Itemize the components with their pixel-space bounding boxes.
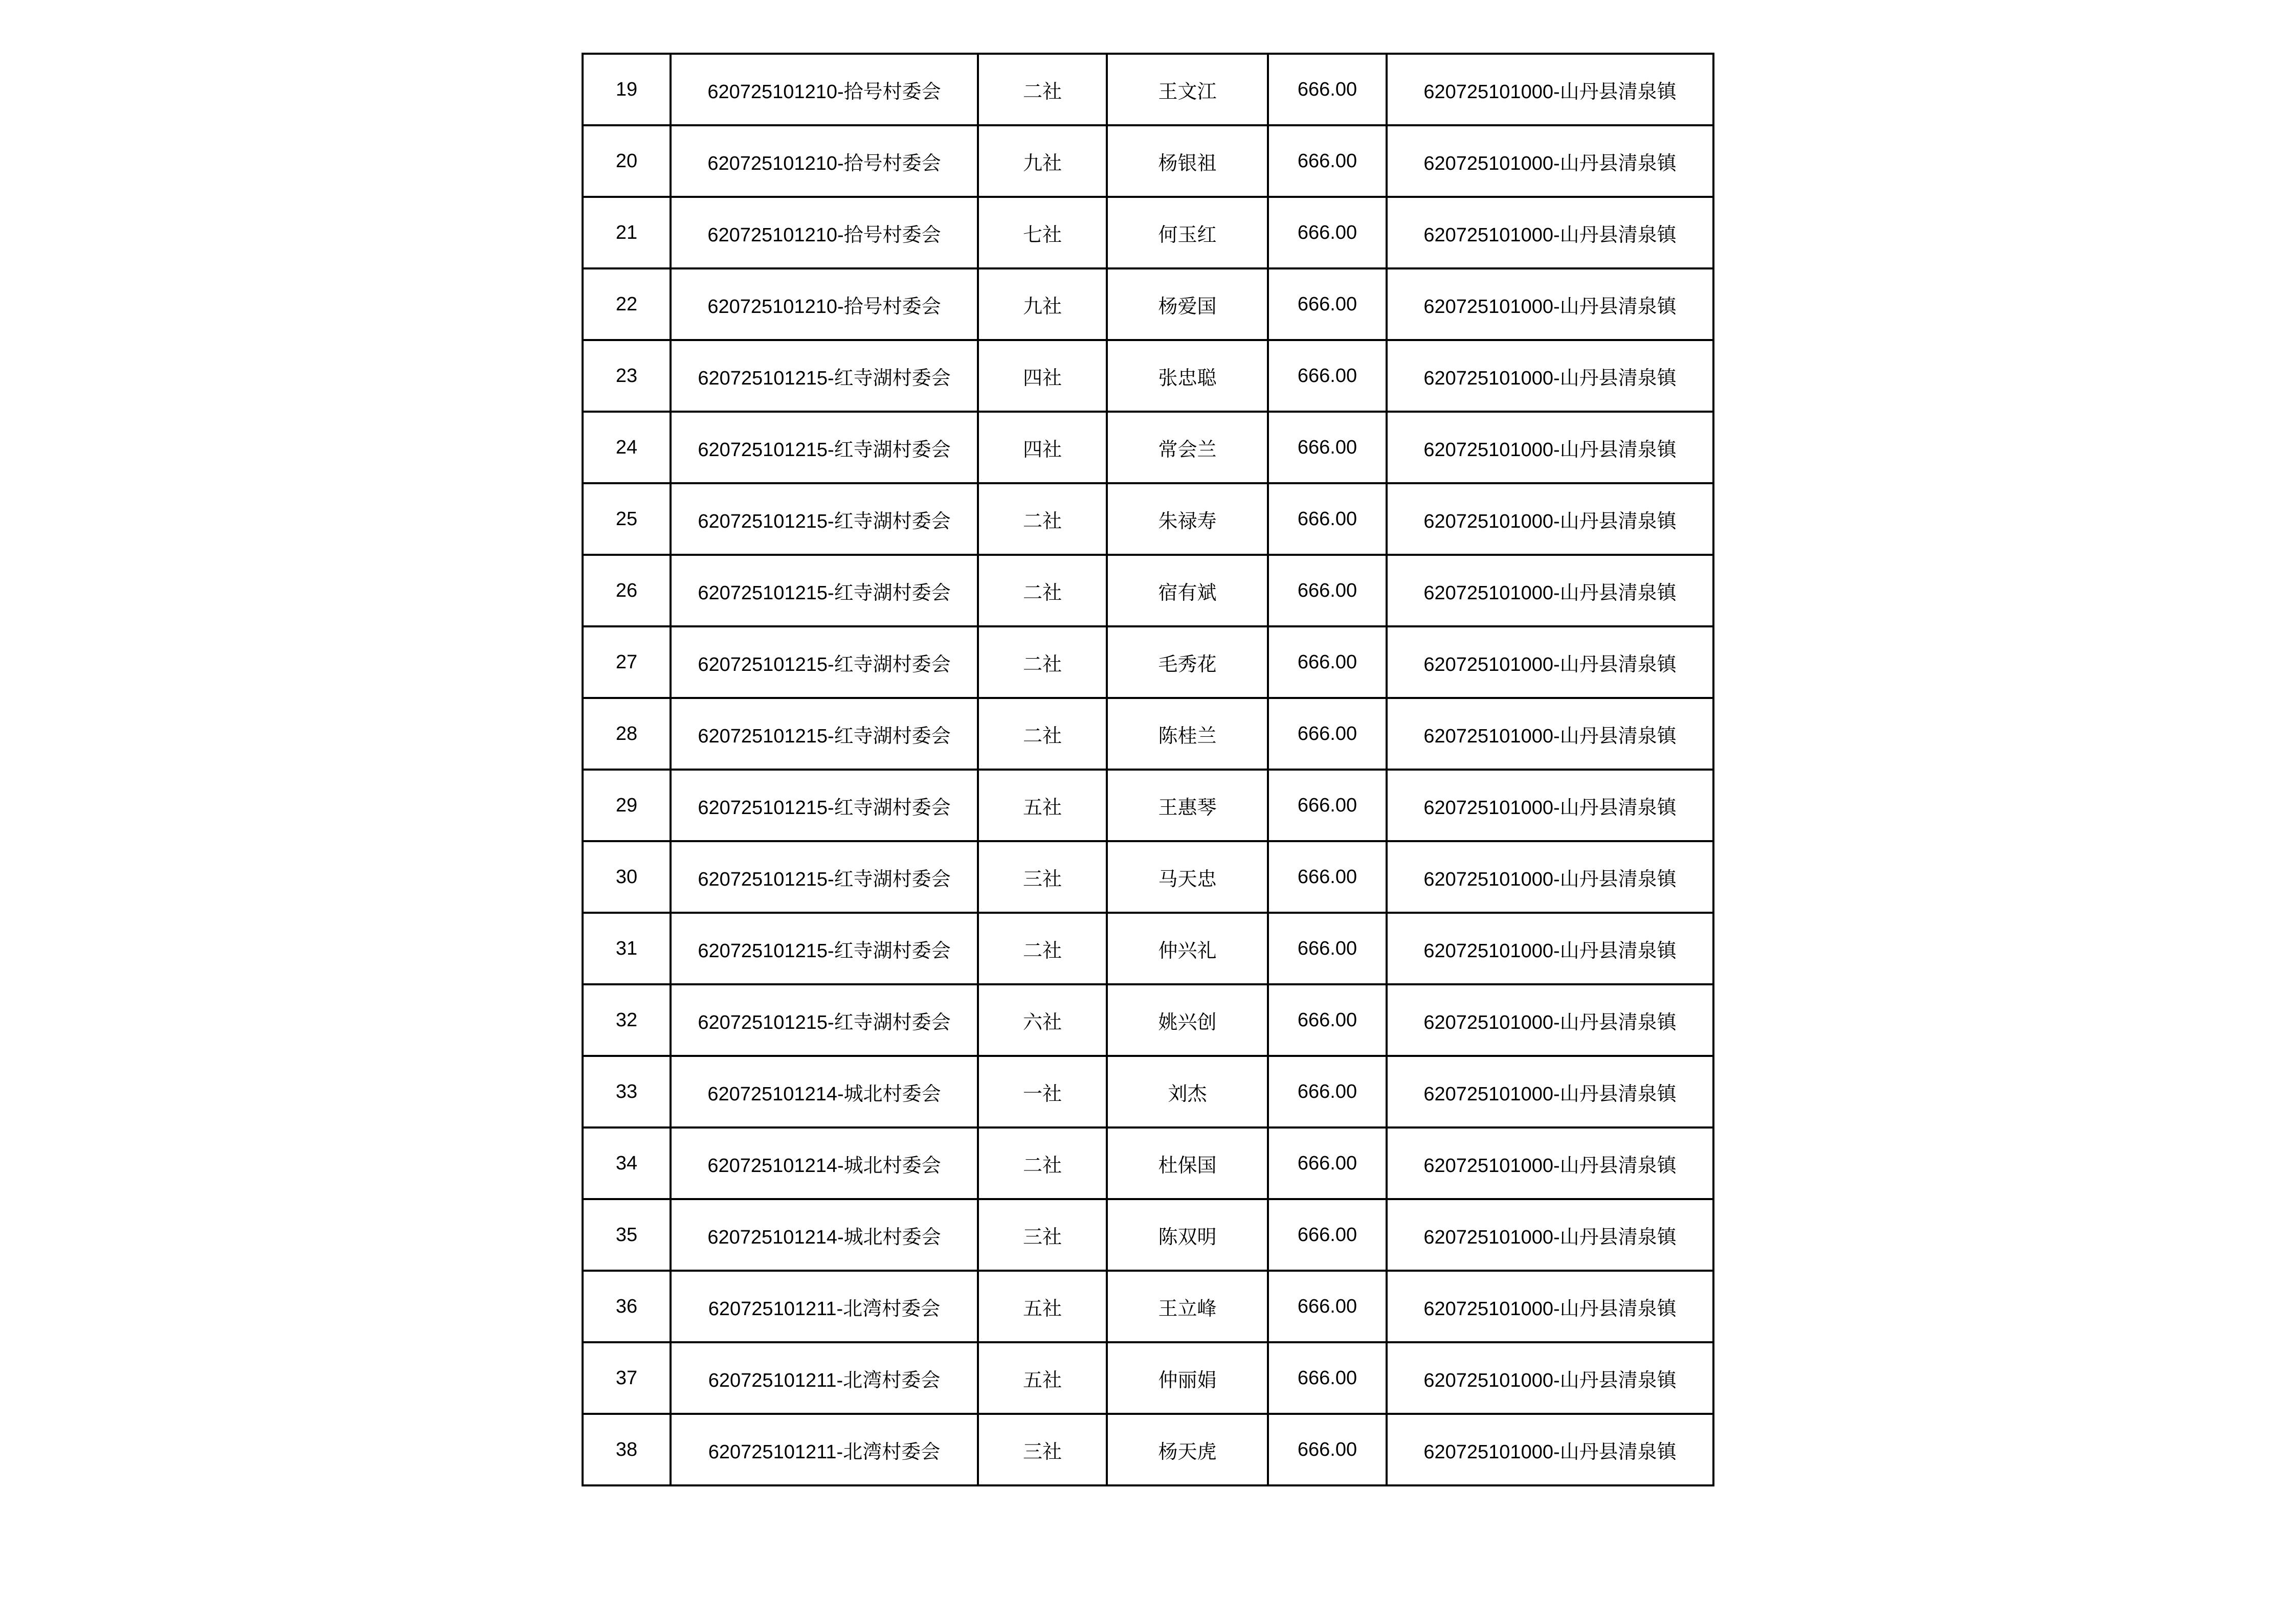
- cell-village-committee: 620725101215-红寺湖村委会: [671, 984, 978, 1056]
- cell-amount: 666.00: [1268, 483, 1387, 555]
- cell-town: 620725101000-山丹县清泉镇: [1387, 268, 1713, 340]
- cell-amount: 666.00: [1268, 125, 1387, 197]
- cell-person-name: 王文江: [1107, 54, 1268, 125]
- cell-row-number: 33: [583, 1056, 671, 1127]
- cell-village-committee: 620725101215-红寺湖村委会: [671, 340, 978, 412]
- cell-row-number: 29: [583, 770, 671, 841]
- cell-row-number: 24: [583, 412, 671, 483]
- cell-person-name: 马天忠: [1107, 841, 1268, 913]
- cell-village-committee: 620725101210-拾号村委会: [671, 125, 978, 197]
- cell-row-number: 30: [583, 841, 671, 913]
- cell-amount: 666.00: [1268, 412, 1387, 483]
- table-row: [583, 54, 1713, 125]
- cell-row-number: 35: [583, 1199, 671, 1271]
- cell-amount: 666.00: [1268, 197, 1387, 268]
- cell-row-number: 27: [583, 626, 671, 698]
- cell-person-name: 杨爱国: [1107, 268, 1268, 340]
- cell-amount: 666.00: [1268, 54, 1387, 125]
- cell-amount: 666.00: [1268, 1271, 1387, 1342]
- cell-amount: 666.00: [1268, 841, 1387, 913]
- cell-amount: 666.00: [1268, 626, 1387, 698]
- cell-village-committee: 620725101215-红寺湖村委会: [671, 770, 978, 841]
- table-row: [583, 1414, 1713, 1485]
- table-row: [583, 555, 1713, 626]
- cell-row-number: 21: [583, 197, 671, 268]
- table-row: [583, 268, 1713, 340]
- cell-village-committee: 620725101215-红寺湖村委会: [671, 626, 978, 698]
- table-row: [583, 340, 1713, 412]
- cell-row-number: 20: [583, 125, 671, 197]
- cell-row-number: 37: [583, 1342, 671, 1414]
- cell-village-committee: 620725101215-红寺湖村委会: [671, 483, 978, 555]
- cell-village-committee: 620725101210-拾号村委会: [671, 54, 978, 125]
- table-row: [583, 1342, 1713, 1414]
- cell-amount: 666.00: [1268, 340, 1387, 412]
- cell-row-number: 38: [583, 1414, 671, 1485]
- table-row: [583, 1056, 1713, 1127]
- cell-group: 五社: [978, 770, 1107, 841]
- cell-row-number: 28: [583, 698, 671, 770]
- cell-village-committee: 620725101211-北湾村委会: [671, 1271, 978, 1342]
- cell-group: 四社: [978, 340, 1107, 412]
- cell-amount: 666.00: [1268, 984, 1387, 1056]
- cell-amount: 666.00: [1268, 1127, 1387, 1199]
- cell-town: 620725101000-山丹县清泉镇: [1387, 841, 1713, 913]
- cell-town: 620725101000-山丹县清泉镇: [1387, 483, 1713, 555]
- cell-person-name: 杜保国: [1107, 1127, 1268, 1199]
- cell-village-committee: 620725101211-北湾村委会: [671, 1342, 978, 1414]
- cell-row-number: 31: [583, 913, 671, 984]
- cell-person-name: 杨银祖: [1107, 125, 1268, 197]
- cell-group: 九社: [978, 268, 1107, 340]
- cell-group: 七社: [978, 197, 1107, 268]
- cell-town: 620725101000-山丹县清泉镇: [1387, 1056, 1713, 1127]
- cell-row-number: 26: [583, 555, 671, 626]
- cell-row-number: 25: [583, 483, 671, 555]
- cell-village-committee: 620725101210-拾号村委会: [671, 268, 978, 340]
- cell-person-name: 姚兴创: [1107, 984, 1268, 1056]
- table-row: [583, 841, 1713, 913]
- cell-town: 620725101000-山丹县清泉镇: [1387, 770, 1713, 841]
- cell-person-name: 张忠聪: [1107, 340, 1268, 412]
- table-row: [583, 1271, 1713, 1342]
- cell-person-name: 刘杰: [1107, 1056, 1268, 1127]
- cell-town: 620725101000-山丹县清泉镇: [1387, 555, 1713, 626]
- cell-town: 620725101000-山丹县清泉镇: [1387, 698, 1713, 770]
- cell-town: 620725101000-山丹县清泉镇: [1387, 1414, 1713, 1485]
- cell-town: 620725101000-山丹县清泉镇: [1387, 412, 1713, 483]
- cell-amount: 666.00: [1268, 1414, 1387, 1485]
- cell-row-number: 22: [583, 268, 671, 340]
- cell-group: 二社: [978, 698, 1107, 770]
- cell-group: 二社: [978, 1127, 1107, 1199]
- cell-group: 四社: [978, 412, 1107, 483]
- cell-amount: 666.00: [1268, 1056, 1387, 1127]
- cell-group: 五社: [978, 1342, 1107, 1414]
- table-row: [583, 412, 1713, 483]
- cell-town: 620725101000-山丹县清泉镇: [1387, 1342, 1713, 1414]
- cell-village-committee: 620725101215-红寺湖村委会: [671, 555, 978, 626]
- cell-row-number: 32: [583, 984, 671, 1056]
- table-row: [583, 1199, 1713, 1271]
- cell-amount: 666.00: [1268, 698, 1387, 770]
- cell-town: 620725101000-山丹县清泉镇: [1387, 54, 1713, 125]
- table-row: [583, 770, 1713, 841]
- cell-group: 二社: [978, 626, 1107, 698]
- cell-group: 三社: [978, 1199, 1107, 1271]
- table-row: [583, 197, 1713, 268]
- cell-group: 二社: [978, 555, 1107, 626]
- table-row: [583, 984, 1713, 1056]
- cell-row-number: 36: [583, 1271, 671, 1342]
- cell-village-committee: 620725101214-城北村委会: [671, 1127, 978, 1199]
- cell-group: 三社: [978, 1414, 1107, 1485]
- cell-town: 620725101000-山丹县清泉镇: [1387, 197, 1713, 268]
- cell-village-committee: 620725101214-城北村委会: [671, 1199, 978, 1271]
- cell-group: 三社: [978, 841, 1107, 913]
- cell-group: 五社: [978, 1271, 1107, 1342]
- table-row: [583, 125, 1713, 197]
- cell-town: 620725101000-山丹县清泉镇: [1387, 984, 1713, 1056]
- cell-person-name: 朱禄寿: [1107, 483, 1268, 555]
- cell-amount: 666.00: [1268, 555, 1387, 626]
- cell-amount: 666.00: [1268, 770, 1387, 841]
- cell-town: 620725101000-山丹县清泉镇: [1387, 1271, 1713, 1342]
- cell-group: 九社: [978, 125, 1107, 197]
- cell-village-committee: 620725101215-红寺湖村委会: [671, 913, 978, 984]
- cell-group: 一社: [978, 1056, 1107, 1127]
- cell-person-name: 陈桂兰: [1107, 698, 1268, 770]
- table-row: [583, 483, 1713, 555]
- cell-person-name: 王惠琴: [1107, 770, 1268, 841]
- table-row: [583, 1127, 1713, 1199]
- cell-person-name: 陈双明: [1107, 1199, 1268, 1271]
- table-row: [583, 626, 1713, 698]
- cell-row-number: 19: [583, 54, 671, 125]
- cell-amount: 666.00: [1268, 913, 1387, 984]
- cell-group: 二社: [978, 913, 1107, 984]
- cell-town: 620725101000-山丹县清泉镇: [1387, 1127, 1713, 1199]
- cell-village-committee: 620725101215-红寺湖村委会: [671, 698, 978, 770]
- cell-village-committee: 620725101210-拾号村委会: [671, 197, 978, 268]
- cell-town: 620725101000-山丹县清泉镇: [1387, 913, 1713, 984]
- cell-village-committee: 620725101215-红寺湖村委会: [671, 412, 978, 483]
- cell-amount: 666.00: [1268, 1342, 1387, 1414]
- table-row: [583, 698, 1713, 770]
- cell-amount: 666.00: [1268, 1199, 1387, 1271]
- records-table: [582, 53, 1714, 1486]
- records-table-body: [583, 54, 1713, 1485]
- cell-group: 二社: [978, 54, 1107, 125]
- cell-person-name: 仲兴礼: [1107, 913, 1268, 984]
- cell-person-name: 杨天虎: [1107, 1414, 1268, 1485]
- cell-person-name: 宿有斌: [1107, 555, 1268, 626]
- cell-person-name: 常会兰: [1107, 412, 1268, 483]
- cell-village-committee: 620725101215-红寺湖村委会: [671, 841, 978, 913]
- cell-village-committee: 620725101211-北湾村委会: [671, 1414, 978, 1485]
- cell-person-name: 王立峰: [1107, 1271, 1268, 1342]
- cell-person-name: 何玉红: [1107, 197, 1268, 268]
- table-row: [583, 913, 1713, 984]
- cell-town: 620725101000-山丹县清泉镇: [1387, 340, 1713, 412]
- cell-row-number: 34: [583, 1127, 671, 1199]
- cell-person-name: 仲丽娟: [1107, 1342, 1268, 1414]
- cell-town: 620725101000-山丹县清泉镇: [1387, 1199, 1713, 1271]
- cell-amount: 666.00: [1268, 268, 1387, 340]
- cell-town: 620725101000-山丹县清泉镇: [1387, 125, 1713, 197]
- cell-row-number: 23: [583, 340, 671, 412]
- cell-town: 620725101000-山丹县清泉镇: [1387, 626, 1713, 698]
- cell-group: 二社: [978, 483, 1107, 555]
- cell-person-name: 毛秀花: [1107, 626, 1268, 698]
- cell-village-committee: 620725101214-城北村委会: [671, 1056, 978, 1127]
- cell-group: 六社: [978, 984, 1107, 1056]
